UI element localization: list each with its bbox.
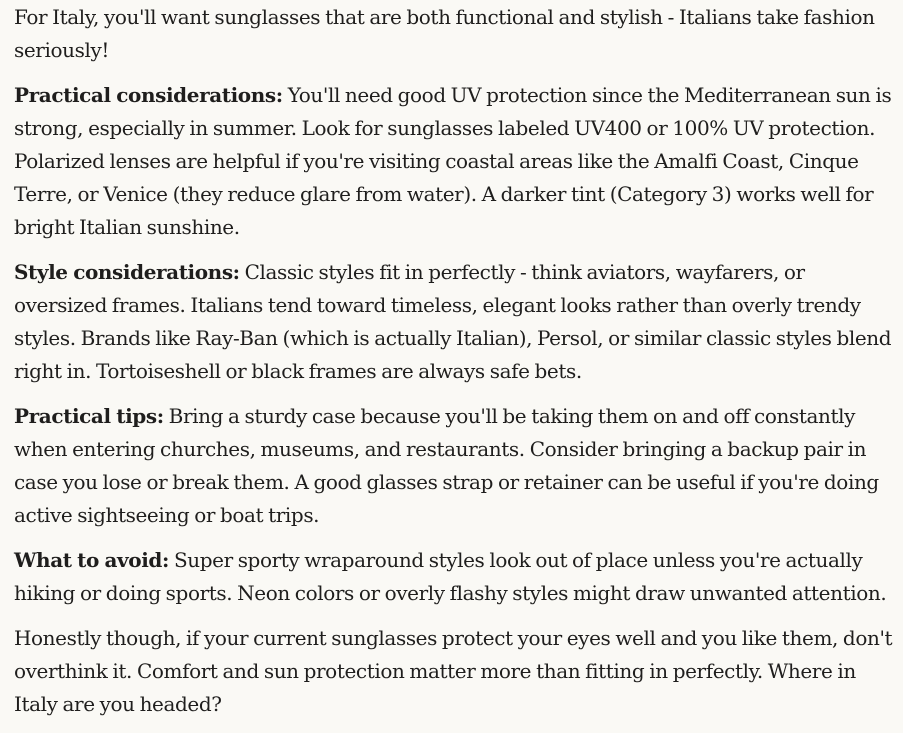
closing-paragraph: Honestly though, if your current sunglasses protect your eyes well and you like them, don't overthink it. Comfort and sun protection matter more than fitting in perfectly. Where in Italy are you headed? (14, 626, 893, 716)
practical-tips-text: Bring a sturdy case because you'll be taking them on and off constantly when entering churches, museums, and restaurants. Consider bringing a backup pair in case you lose or break them. A good glasses strap or retainer can be useful if you're doing active sightseeing or boat trips. (14, 404, 879, 527)
style-considerations-heading: Style considerations: (14, 260, 240, 284)
practical-considerations-paragraph (14, 79, 894, 244)
what-to-avoid-paragraph (14, 544, 894, 610)
practical-considerations-heading: Practical considerations: (14, 83, 283, 107)
practical-tips-paragraph (14, 400, 894, 532)
practical-considerations-text: You'll need good UV protection since the Mediterranean sun is strong, especially in summer. Look for sunglasses labeled UV400 or 100% UV protection. Polarized lenses are helpful if you're visiting coastal areas like the Amalfi Coast, Cinque Terre, or Venice (they reduce glare from water). A darker tint (Category 3) works well for bright Italian sunshine. (14, 83, 892, 239)
style-considerations-paragraph (14, 256, 894, 388)
style-considerations-text: Classic styles fit in perfectly - think aviators, wayfarers, or oversized frames. Italians tend toward timeless, elegant looks rather than overly trendy styles. Brands like Ray-Ban (which is actually Italian), Persol, or similar classic styles blend right in. Tortoiseshell or black frames are always safe bets. (14, 260, 892, 383)
assistant-message (14, 1, 894, 733)
what-to-avoid-text: Super sporty wraparound styles look out of place unless you're actually hiking or doing sports. Neon colors or overly flashy styles might draw unwanted attention. (14, 548, 887, 605)
what-to-avoid-heading: What to avoid: (14, 548, 169, 572)
practical-tips-heading: Practical tips: (14, 404, 164, 428)
intro-paragraph: For Italy, you'll want sunglasses that are both functional and stylish - Italians take fashion seriously! (14, 5, 875, 62)
